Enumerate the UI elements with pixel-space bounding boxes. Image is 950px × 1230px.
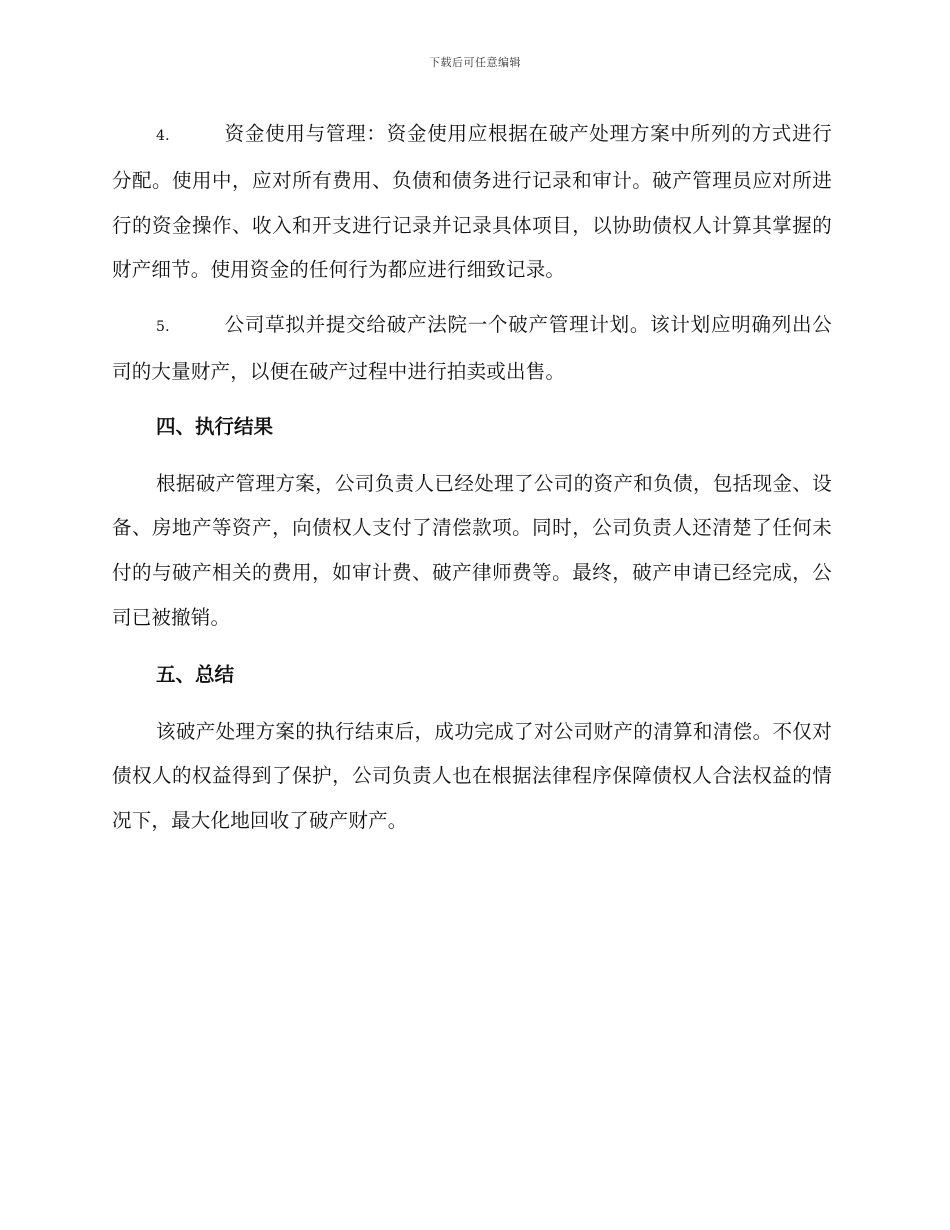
list-item-5 [112, 303, 832, 395]
list-item-text: 资金使用与管理：资金使用应根据在破产处理方案中所列的方式进行分配。使用中，应对所有费用、负债和债务进行记录和审计。破产管理员应对所进行的资金操作、收入和开支进行记录并记录具体项目，以协助债权人计算其掌握的财产细节。使用资金的任何行为都应进行细致记录。 [112, 122, 832, 282]
section-heading-summary: 五、总结 [156, 662, 235, 686]
document-body [112, 112, 832, 856]
section-paragraph-results: 根据破产管理方案，公司负责人已经处理了公司的资产和负债，包括现金、设备、房地产等资产，向债权人支付了清偿款项。同时，公司负责人还清楚了任何未付的与破产相关的费用，如审计费、破产律师费等。最终，破产申请已经完成，公司已被撤销。 [112, 471, 832, 629]
section-paragraph-summary: 该破产处理方案的执行结束后，成功完成了对公司财产的清算和清偿。不仅对债权人的权益得到了保护，公司负责人也在根据法律程序保障债权人合法权益的情况下，最大化地回收了破产财产。 [112, 719, 832, 833]
list-number: 4. [156, 128, 170, 144]
list-number: 5. [156, 319, 170, 336]
list-item-4 [112, 112, 832, 293]
section-heading-results: 四、执行结果 [156, 414, 274, 438]
header-note: 下载后可任意编辑 [429, 56, 521, 69]
list-item-text: 公司草拟并提交给破产法院一个破产管理计划。该计划应明确列出公司的大量财产，以便在破产过程中进行拍卖或出售。 [112, 313, 832, 383]
